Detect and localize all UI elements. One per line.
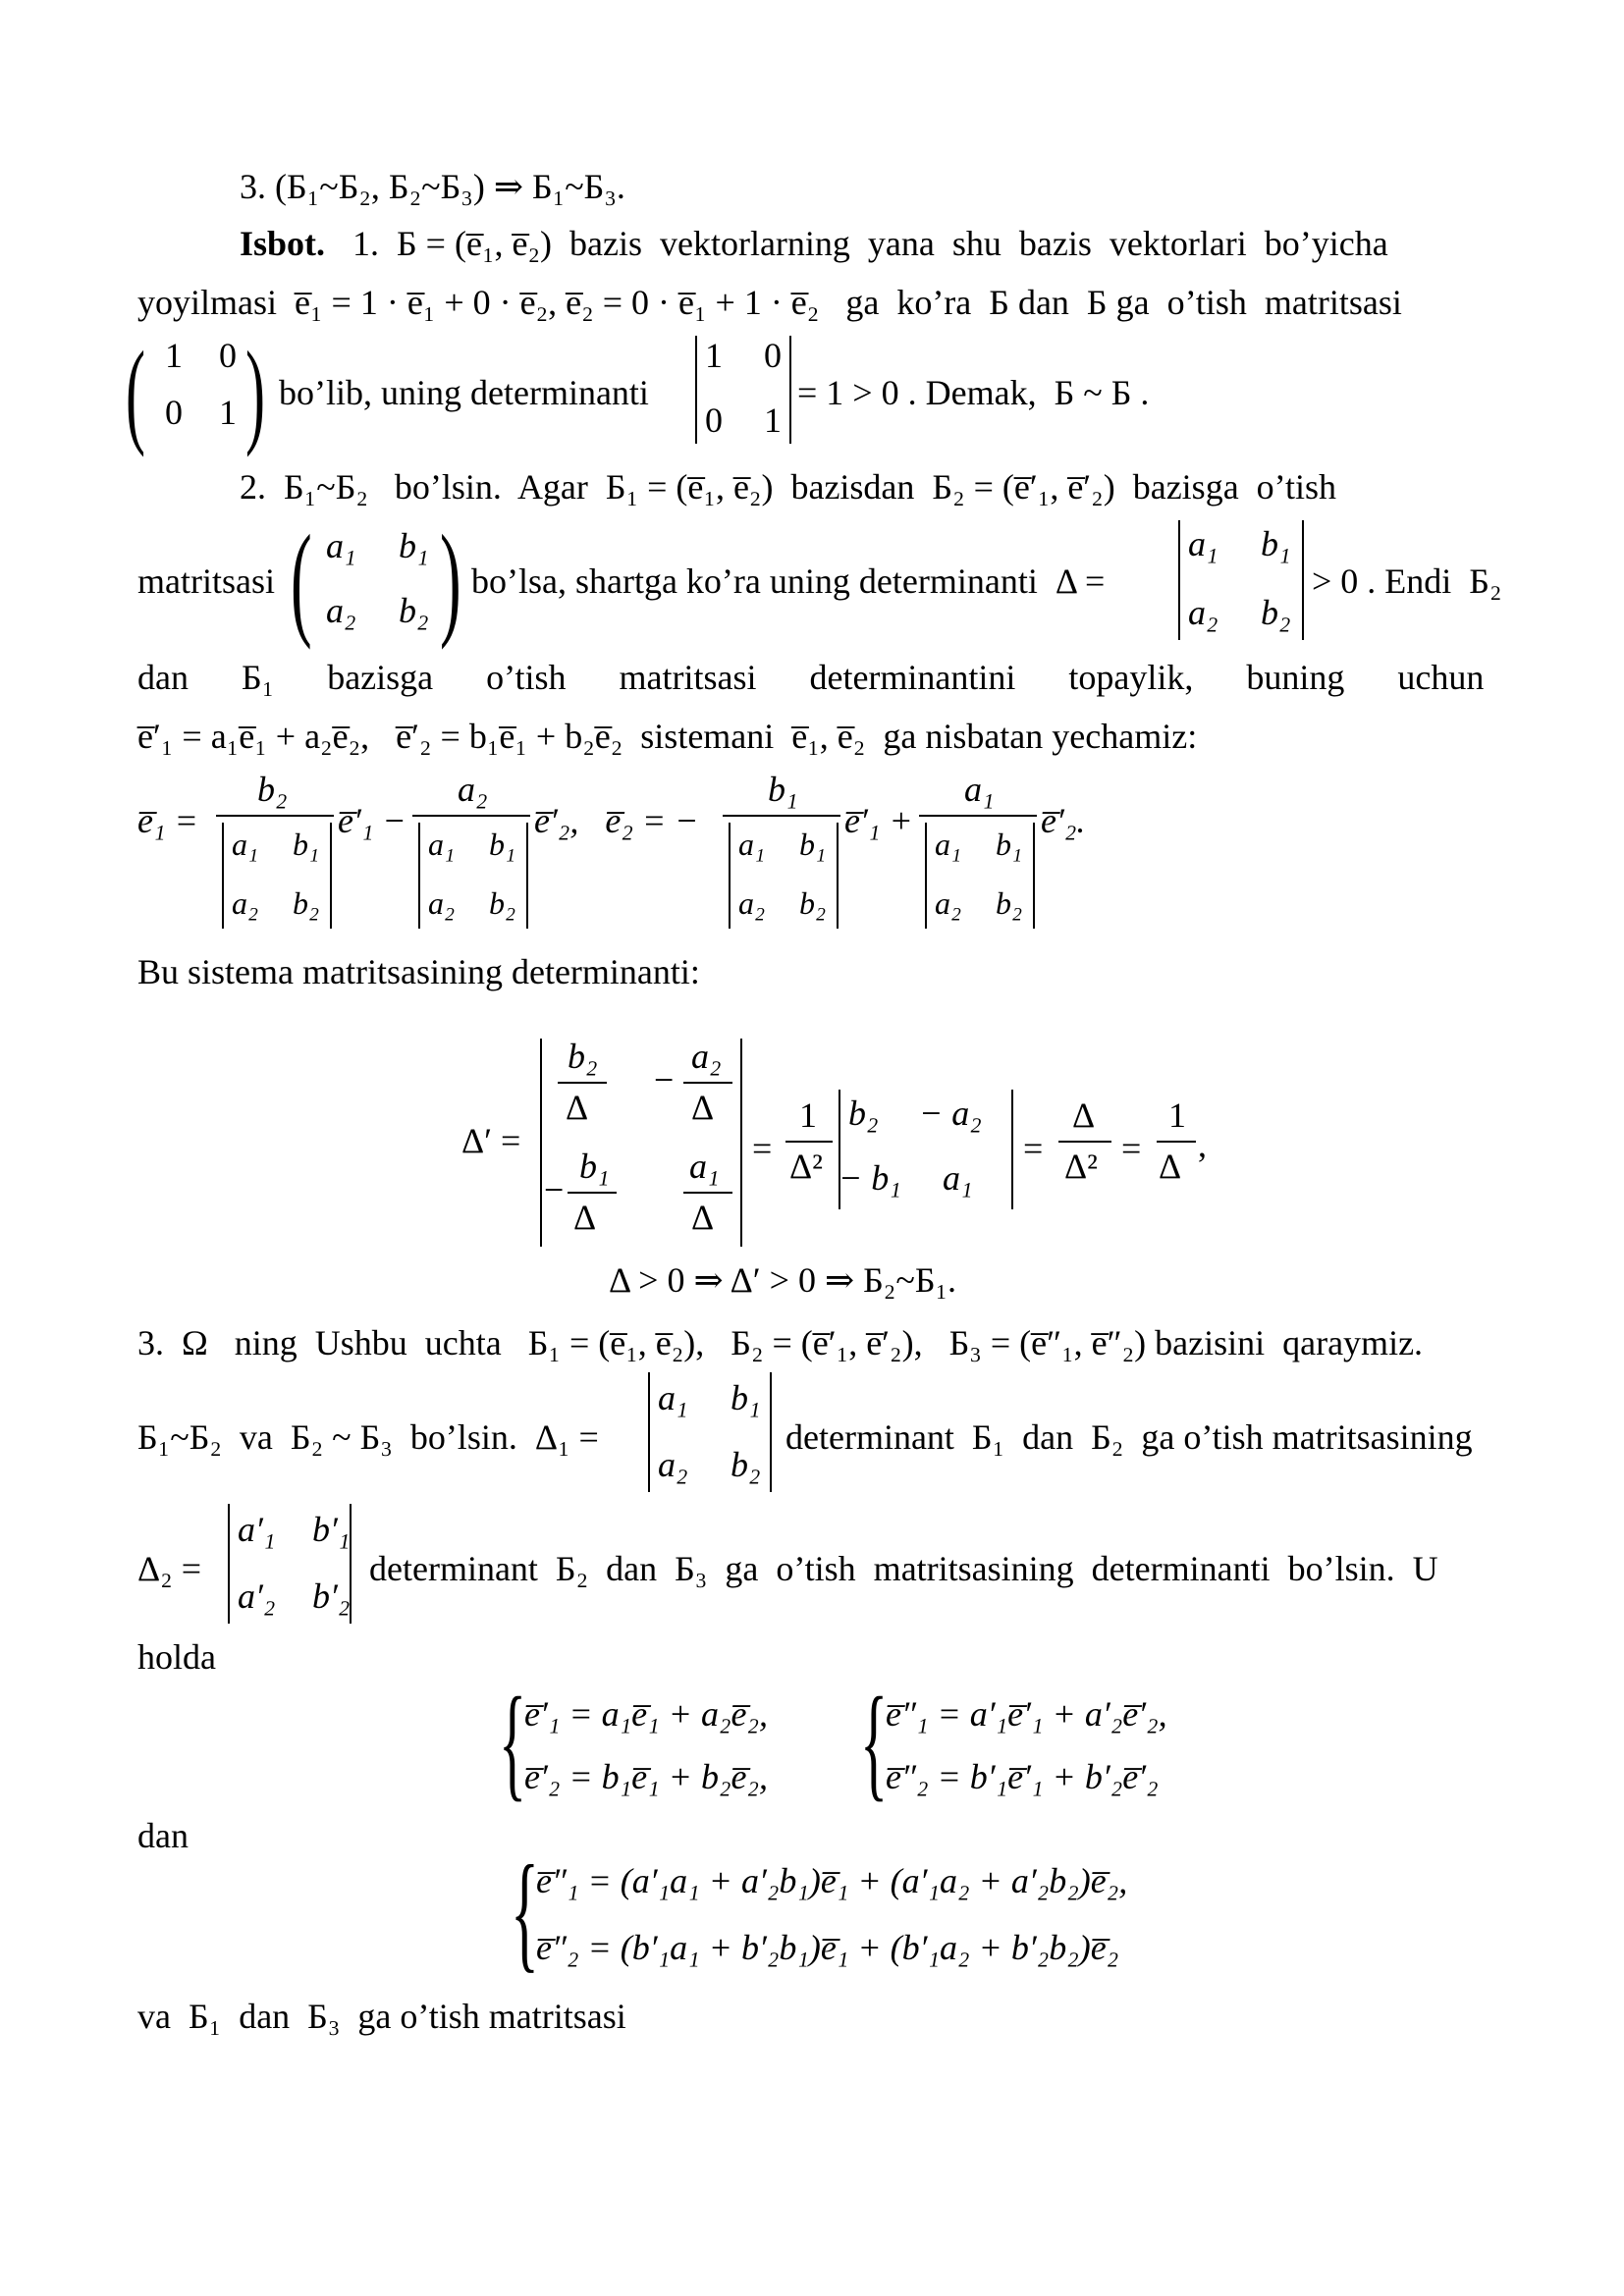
solution-equations xyxy=(137,772,1119,948)
den-cell: a₂ xyxy=(935,885,962,921)
det-cell: b′₂ xyxy=(312,1576,351,1616)
frac-num: 1 xyxy=(799,1095,817,1135)
det-cell: 0 xyxy=(764,336,782,375)
text-line-13a: Δ₂ = xyxy=(137,1549,202,1588)
det-cell: a′₁ xyxy=(238,1510,276,1549)
equals: = xyxy=(752,1129,773,1168)
text-line-10: Δ > 0 ⇒ Δ′ > 0 ⇒ Б₂~Б₁. xyxy=(609,1260,957,1300)
equals: = xyxy=(1023,1129,1044,1168)
frac-den: Δ xyxy=(1159,1147,1182,1186)
den-cell: b₁ xyxy=(996,827,1023,862)
cell: a₂ xyxy=(691,1037,722,1076)
text-line-4b: = 1 > 0 . Demak, Б ~ Б . xyxy=(797,373,1150,412)
det-cell: 1 xyxy=(764,400,782,440)
det-cell: 0 xyxy=(705,400,723,440)
cell: Δ xyxy=(566,1088,589,1127)
text-line-16: va Б₁ dan Б₃ ga o’tish matritsasi xyxy=(137,1997,626,2036)
eq-mid: e̅′₁ − xyxy=(338,801,406,840)
text-line-15: dan xyxy=(137,1816,189,1855)
sys-eq: e̅′₂ = b₁e̅₁ + b₂e̅₂, xyxy=(524,1757,768,1796)
text-line-8: e̅′₁ = a₁e̅₁ + a₂e̅₂, e̅′₂ = b₁e̅₁ + b₂e̅₂ sistemani e̅₁, e̅₂ ga nisbatan yechamiz: xyxy=(137,717,1198,756)
cell: a₁ xyxy=(689,1147,720,1186)
cell: b₂ xyxy=(568,1037,598,1076)
system-2: { e̅″₁ = a′₁e̅′₁ + a′₂e̅′₂, e̅″₂ = b′₁e̅′₁ + b′₂e̅′₂ xyxy=(860,1672,1167,1813)
text-line-6a: matritsasi xyxy=(137,561,275,601)
system-3: { e̅″₁ = (a′₁a₁ + a′₂b₁)e̅₁ + (a′₁a₂ + a′₂b₂)e̅₂, e̅″₂ = (b′₁a₁ + b′₂b₁)e̅₁ + (b′₁a₂ + b′₂b₂)e̅₂ xyxy=(511,1839,1128,1984)
den-cell: a₂ xyxy=(738,885,766,921)
det-cell: b₂ xyxy=(848,1094,879,1133)
frac-num: 1 xyxy=(1168,1095,1186,1135)
det-cell: a₁ xyxy=(658,1378,688,1417)
text-line-12a: Б₁~Б₂ va Б₂ ~ Б₃ bo’lsin. Δ₁ = xyxy=(137,1417,599,1457)
den-cell: b₁ xyxy=(799,827,827,862)
frac-den: Δ² xyxy=(1064,1147,1098,1186)
matrix-cell: 0 xyxy=(219,336,237,375)
sys-eq: e̅″₂ = (b′₁a₁ + b′₂b₁)e̅₁ + (b′₁a₂ + b′₂b₂)e̅₂ xyxy=(536,1928,1119,1967)
den-cell: b₂ xyxy=(996,885,1023,921)
text-line-6c: > 0 . Endi Б₂ xyxy=(1312,561,1502,601)
frac-num: a₂ xyxy=(458,770,488,809)
cell: b₁ xyxy=(579,1147,610,1186)
eq-mid: e̅′₂, e̅₂ = − xyxy=(534,801,699,840)
det-cell: b₁ xyxy=(1261,524,1291,563)
system-1: { e̅′₁ = a₁e̅₁ + a₂e̅₂, e̅′₂ = b₁e̅₁ + b₂e̅₂, xyxy=(499,1672,768,1813)
text-line-7: dan Б₁ bazisga o’tish matritsasi determinantini topaylik, buning uchun xyxy=(137,658,1485,697)
text-line-13b: determinant Б₂ dan Б₃ ga o’tish matritsasining determinanti bo’lsin. U xyxy=(369,1549,1438,1588)
eq-mid: e̅′₁ + xyxy=(844,801,913,840)
den-cell: a₁ xyxy=(232,827,259,862)
delta2-determinant xyxy=(228,1504,355,1628)
eq-lhs: Δ′ = xyxy=(461,1121,521,1160)
frac-num: b₁ xyxy=(768,770,798,809)
comma: , xyxy=(1198,1125,1207,1164)
det-cell: b₂ xyxy=(731,1445,761,1484)
matrix-cell: 1 xyxy=(219,393,237,432)
frac-num: b₂ xyxy=(257,770,288,809)
delta-prime-equation xyxy=(461,1039,1208,1255)
delta-determinant xyxy=(1178,520,1306,644)
transition-matrix: ( a₁ b₁ a₂ b₂ ) xyxy=(291,509,461,651)
text-line-14: holda xyxy=(137,1637,216,1677)
sys-eq: e̅″₁ = (a′₁a₁ + a′₂b₁)e̅₁ + (a′₁a₂ + a′₂b₂)e̅₂, xyxy=(536,1861,1128,1900)
eq-end: e̅′₂. xyxy=(1041,801,1086,840)
det-cell: b₁ xyxy=(731,1378,761,1417)
eq-lhs: e̅₁ = xyxy=(137,801,198,840)
text-line-1: 3. (Б₁~Б₂, Б₂~Б₃) ⇒ Б₁~Б₃. xyxy=(240,167,625,206)
equals: = xyxy=(1121,1129,1142,1168)
den-cell: b₂ xyxy=(799,885,827,921)
den-cell: b₂ xyxy=(293,885,320,921)
text-line-3: yoyilmasi e̅₁ = 1 · e̅₁ + 0 · e̅₂, e̅₂ = 0 · e̅₁ + 1 · e̅₂ ga ko’ra Б dan Б ga o’tish matritsasi xyxy=(137,283,1402,322)
matrix-cell: b₁ xyxy=(399,526,429,565)
det-cell: a₁ xyxy=(1188,524,1218,563)
frac-num: Δ xyxy=(1072,1095,1096,1135)
matrix-cell: 1 xyxy=(165,336,183,375)
text-line-5: 2. Б₁~Б₂ bo’lsin. Agar Б₁ = (e̅₁, e̅₂) bazisdan Б₂ = (e̅′₁, e̅′₂) bazisga o’tish xyxy=(240,467,1337,507)
text-line-4a: bo’lib, uning determinanti xyxy=(279,373,649,412)
isbot-heading: Isbot. xyxy=(240,224,326,263)
text-line-2: 1. Б = (e̅₁, e̅₂) bazis vektorlarning yana shu bazis vektorlari bo’yicha xyxy=(344,224,1388,263)
text-line-11: 3. Ω ning Ushbu uchta Б₁ = (e̅₁, e̅₂), Б₂ = (e̅′₁, e̅′₂), Б₃ = (e̅″₁, e̅″₂) bazisini qaraymiz. xyxy=(137,1323,1424,1362)
cell: Δ xyxy=(691,1088,715,1127)
text-line-6b: bo’lsa, shartga ko’ra uning determinanti Δ = xyxy=(471,561,1106,601)
det-cell: b₂ xyxy=(1261,593,1291,632)
frac-den: Δ² xyxy=(789,1147,823,1186)
cell: − xyxy=(544,1170,565,1209)
det-cell: a′₂ xyxy=(238,1576,276,1616)
identity-matrix: ( 1 0 0 1 ) xyxy=(126,327,265,457)
sys-eq: e̅″₁ = a′₁e̅′₁ + a′₂e̅′₂, xyxy=(886,1694,1167,1734)
text-line-12b: determinant Б₁ dan Б₂ ga o’tish matritsasining xyxy=(785,1417,1473,1457)
matrix-cell: 0 xyxy=(165,393,183,432)
det-cell: − a₂ xyxy=(919,1094,982,1133)
den-cell: b₁ xyxy=(293,827,320,862)
sys-eq: e̅′₁ = a₁e̅₁ + a₂e̅₂, xyxy=(524,1694,768,1734)
den-cell: a₁ xyxy=(935,827,962,862)
den-cell: b₂ xyxy=(489,885,516,921)
det-cell: a₂ xyxy=(658,1445,688,1484)
delta1-determinant xyxy=(648,1372,776,1496)
frac-num: a₁ xyxy=(964,770,995,809)
sys-eq: e̅″₂ = b′₁e̅′₁ + b′₂e̅′₂ xyxy=(886,1757,1159,1796)
identity-determinant xyxy=(695,334,793,448)
text-line-9: Bu sistema matritsasining determinanti: xyxy=(137,952,700,991)
cell: − xyxy=(654,1060,675,1099)
det-cell: 1 xyxy=(705,336,723,375)
matrix-cell: a₁ xyxy=(326,526,356,565)
den-cell: a₁ xyxy=(738,827,766,862)
cell: Δ xyxy=(691,1198,715,1237)
matrix-cell: a₂ xyxy=(326,591,356,630)
det-cell: a₁ xyxy=(943,1158,973,1198)
cell: Δ xyxy=(573,1198,597,1237)
den-cell: a₂ xyxy=(232,885,259,921)
matrix-cell: b₂ xyxy=(399,591,429,630)
den-cell: a₁ xyxy=(428,827,456,862)
den-cell: b₁ xyxy=(489,827,516,862)
det-cell: a₂ xyxy=(1188,593,1218,632)
den-cell: a₂ xyxy=(428,885,456,921)
det-cell: − b₁ xyxy=(839,1158,901,1198)
det-cell: b′₁ xyxy=(312,1510,351,1549)
